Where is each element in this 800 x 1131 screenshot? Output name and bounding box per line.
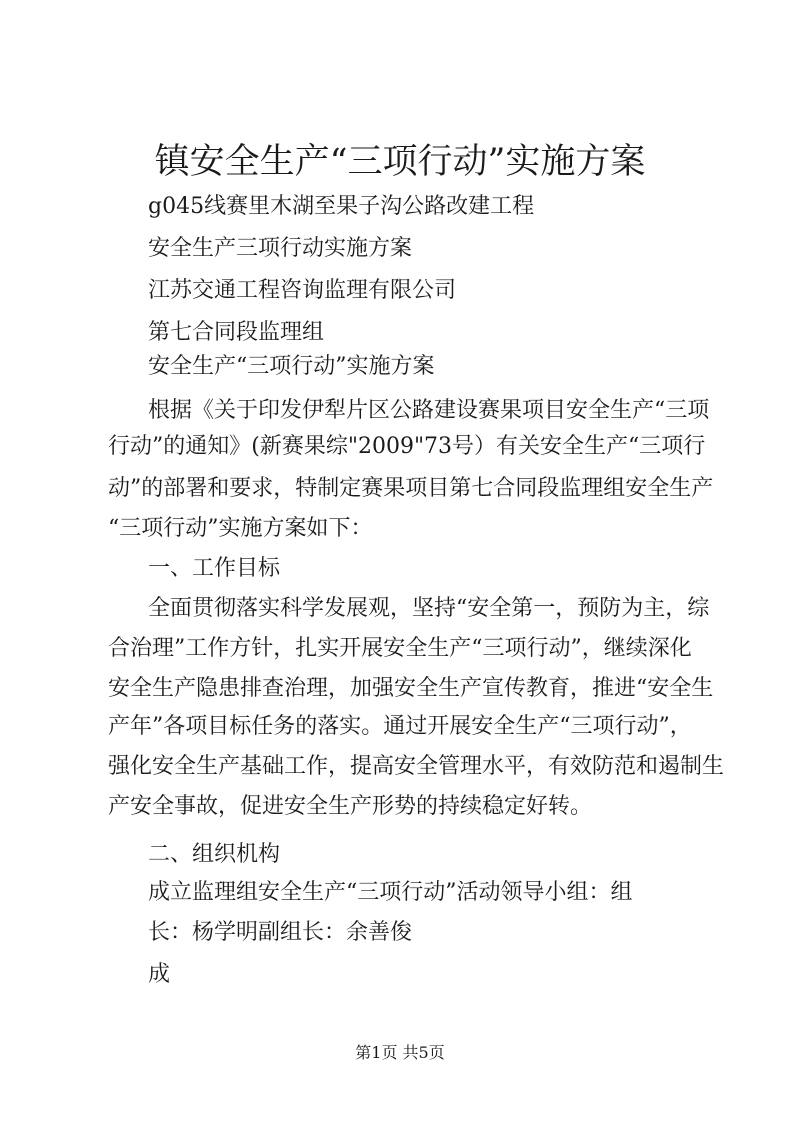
header-line-company: 江苏交通工程咨询监理有限公司 [148, 278, 457, 303]
paragraph-line: 成 [148, 962, 171, 987]
paragraph-line: 长：杨学明副组长：余善俊 [148, 920, 413, 945]
paragraph-line: 安全生产隐患排查治理，加强安全生产宣传教育，推进“安全生 [108, 676, 714, 701]
section-heading-organization: 二、组织机构 [148, 842, 281, 867]
paragraph-line: 根据《关于印发伊犁片区公路建设赛果项目安全生产“三项 [148, 398, 710, 423]
paragraph-line: 全面贯彻落实科学发展观，坚持“安全第一，预防为主，综 [148, 596, 710, 621]
paragraph-line: 动”的部署和要求，特制定赛果项目第七合同段监理组安全生产 [108, 476, 714, 501]
paragraph-line: “三项行动”实施方案如下： [108, 516, 373, 541]
paragraph-line: 强化安全生产基础工作，提高安全管理水平，有效防范和遏制生 [108, 754, 725, 779]
header-line-project: g045线赛里木湖至果子沟公路改建工程 [148, 194, 535, 219]
paragraph-line: 合治理”工作方针，扎实开展安全生产“三项行动”，继续深化 [108, 636, 692, 661]
header-line-plan: 安全生产三项行动实施方案 [148, 236, 413, 261]
paragraph-line: 成立监理组安全生产“三项行动”活动领导小组：组 [148, 880, 633, 905]
paragraph-line: 产安全事故，促进安全生产形势的持续稳定好转。 [108, 794, 593, 819]
document-title: 镇安全生产“三项行动”实施方案 [154, 142, 646, 182]
section-heading-goals: 一、工作目标 [148, 556, 281, 581]
page-footer: 第1页 共5页 [355, 1043, 445, 1062]
paragraph-line: 产年”各项目标任务的落实。通过开展安全生产“三项行动”， [108, 714, 692, 739]
header-line-group: 第七合同段监理组 [148, 320, 325, 345]
header-line-subtitle: 安全生产“三项行动”实施方案 [148, 354, 435, 379]
paragraph-line: 行动”的通知》(新赛果综"2009"73号）有关安全生产“三项行 [108, 434, 706, 459]
